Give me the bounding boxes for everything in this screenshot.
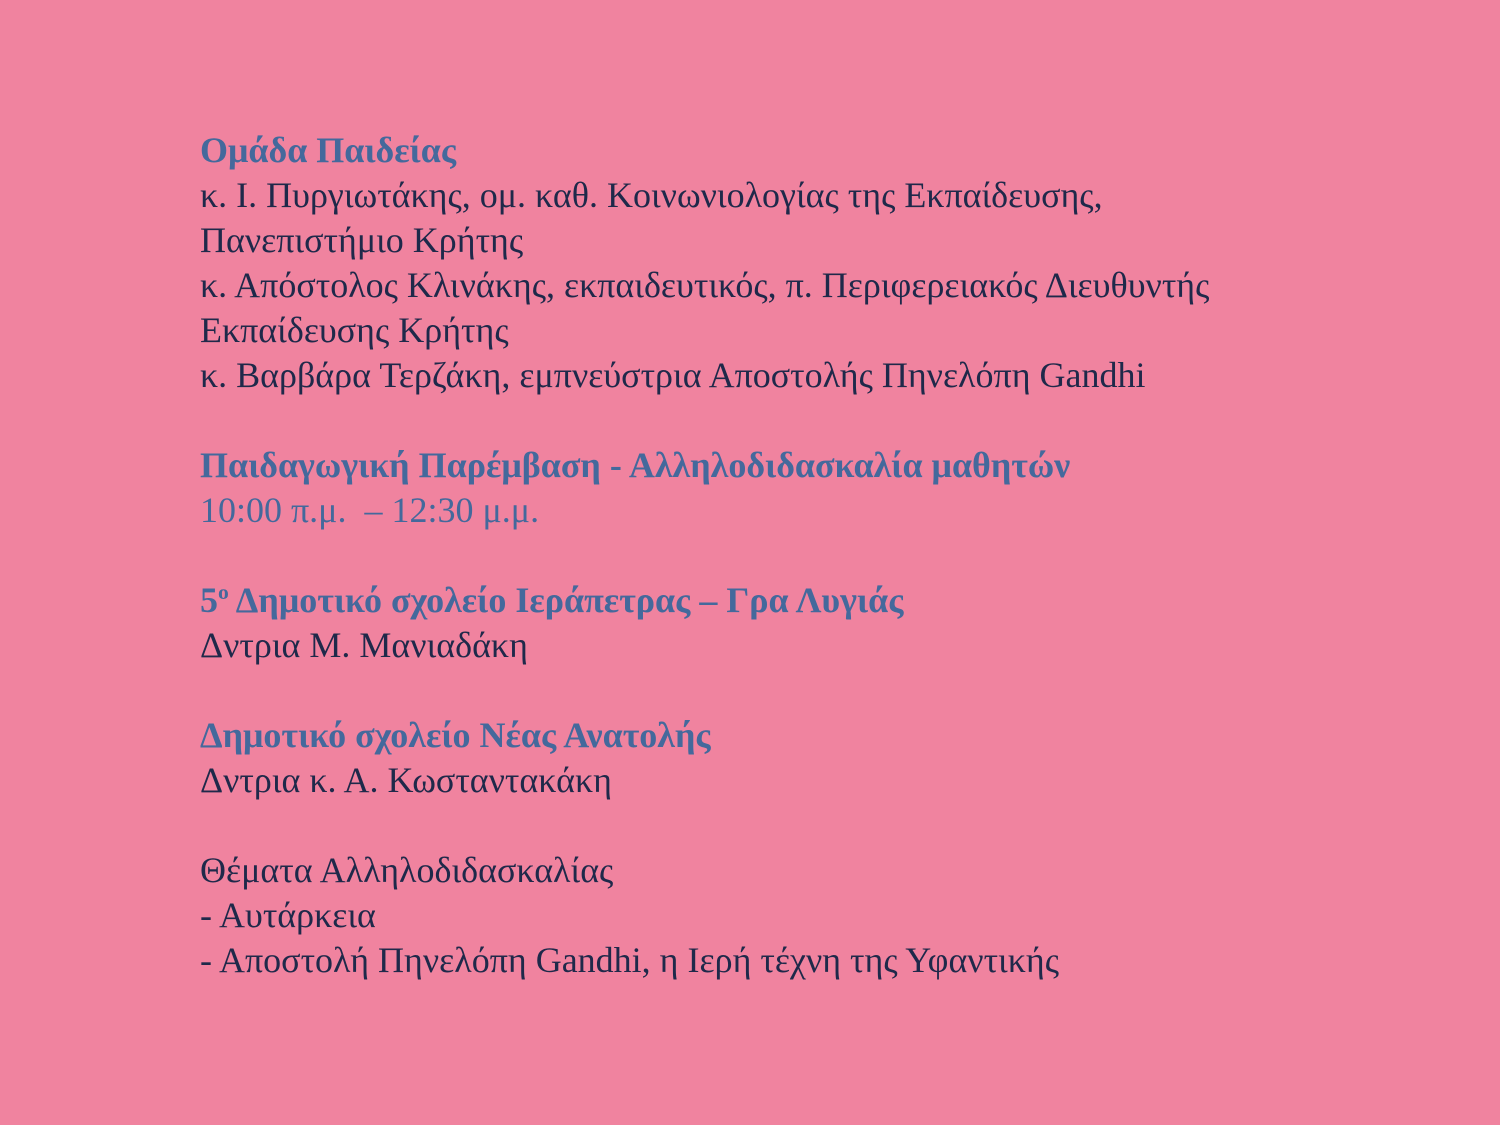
section-pedagogical-intervention (200, 443, 1470, 533)
section-education-team (200, 128, 1470, 398)
text-line: - Αποστολή Πηνελόπη Gandhi, η Ιερή τέχνη της Υφαντικής (200, 940, 1059, 980)
section-heading: Παιδαγωγική Παρέμβαση - Αλληλοδιδασκαλία μαθητών (200, 445, 1071, 485)
section-topics (200, 848, 1470, 983)
section-heading: Δημοτικό σχολείο Νέας Ανατολής (200, 715, 711, 755)
text-line: Δντρια Μ. Μανιαδάκη (200, 625, 528, 665)
text-line: κ. Ι. Πυργιωτάκης, ομ. καθ. Κοινωνιολογίας της Εκπαίδευσης, (200, 175, 1103, 215)
section-heading (200, 578, 1470, 623)
time-range: 10:00 π.μ. – 12:30 μ.μ. (200, 490, 540, 530)
heading-ordinal-superscript: ο (218, 580, 229, 604)
text-line: κ. Βαρβάρα Τερζάκη, εμπνεύστρια Αποστολής Πηνελόπη Gandhi (200, 355, 1146, 395)
heading-number: 5 (200, 580, 218, 620)
section-school-ierapetra (200, 578, 1470, 668)
text-line: Δντρια κ. Α. Κωσταντακάκη (200, 760, 612, 800)
section-school-nea-anatoli (200, 713, 1470, 803)
text-block (200, 128, 1470, 983)
text-line: Πανεπιστήμιο Κρήτης (200, 220, 524, 260)
text-line: κ. Απόστολος Κλινάκης, εκπαιδευτικός, π. Περιφερειακός Διευθυντής (200, 265, 1210, 305)
text-line: Εκπαίδευσης Κρήτης (200, 310, 509, 350)
text-line: - Αυτάρκεια (200, 895, 376, 935)
section-heading: Ομάδα Παιδείας (200, 130, 457, 170)
text-line: Θέματα Αλληλοδιδασκαλίας (200, 850, 614, 890)
heading-text: Δημοτικό σχολείο Ιεράπετρας – Γρα Λυγιάς (228, 580, 904, 620)
